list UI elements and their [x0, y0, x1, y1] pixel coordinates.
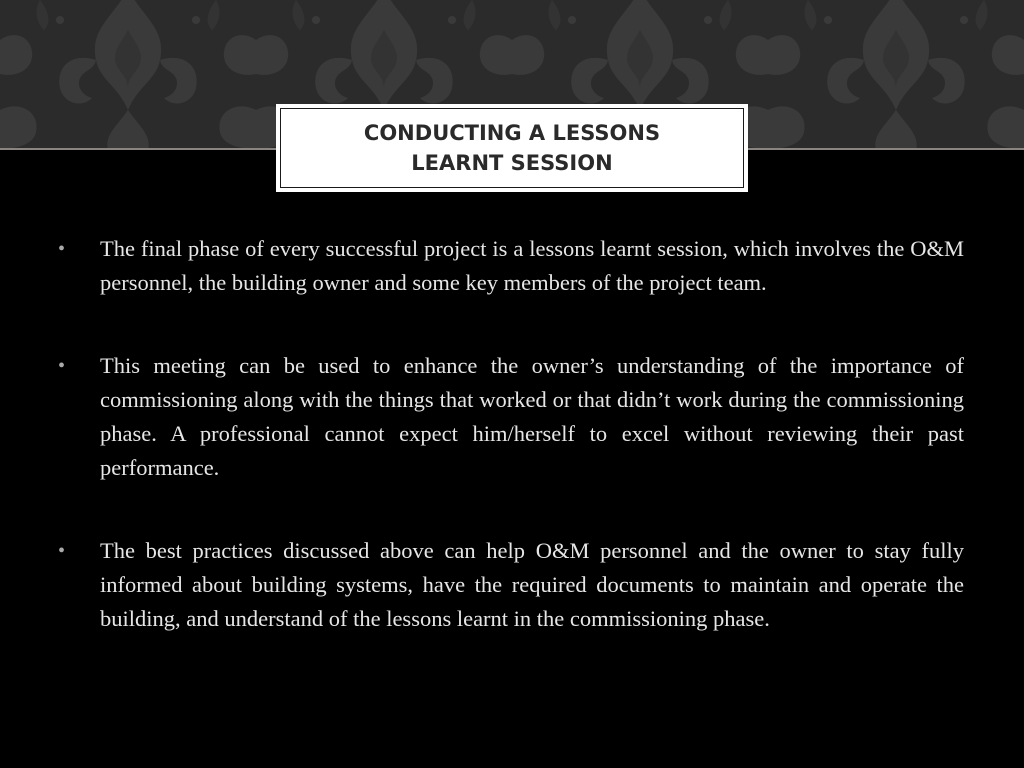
list-item	[58, 534, 964, 636]
list-item	[58, 349, 964, 485]
title-box	[276, 104, 748, 192]
bullet-text: This meeting can be used to enhance the owner’s understanding of the importance of commissioning along with the things that worked or that didn’t work during the commissioning phase. A professional cannot expect him/herself to excel without reviewing their past performance.	[100, 353, 964, 480]
bullet-icon: •	[58, 238, 66, 260]
title-frame	[280, 108, 744, 188]
bullet-text: The best practices discussed above can help O&M personnel and the owner to stay fully informed about building systems, have the required documents to maintain and operate the building, and understand of the lessons learnt in the commissioning phase.	[100, 538, 964, 631]
slide-title: CONDUCTING A LESSONS LEARNT SESSION	[363, 121, 661, 175]
bullet-icon: •	[58, 540, 66, 562]
bullet-text: The final phase of every successful project is a lessons learnt session, which involves the O&M personnel, the building owner and some key members of the project team.	[100, 236, 964, 295]
bullet-icon: •	[58, 355, 66, 377]
list-item	[58, 232, 964, 300]
bullet-list	[58, 232, 964, 685]
